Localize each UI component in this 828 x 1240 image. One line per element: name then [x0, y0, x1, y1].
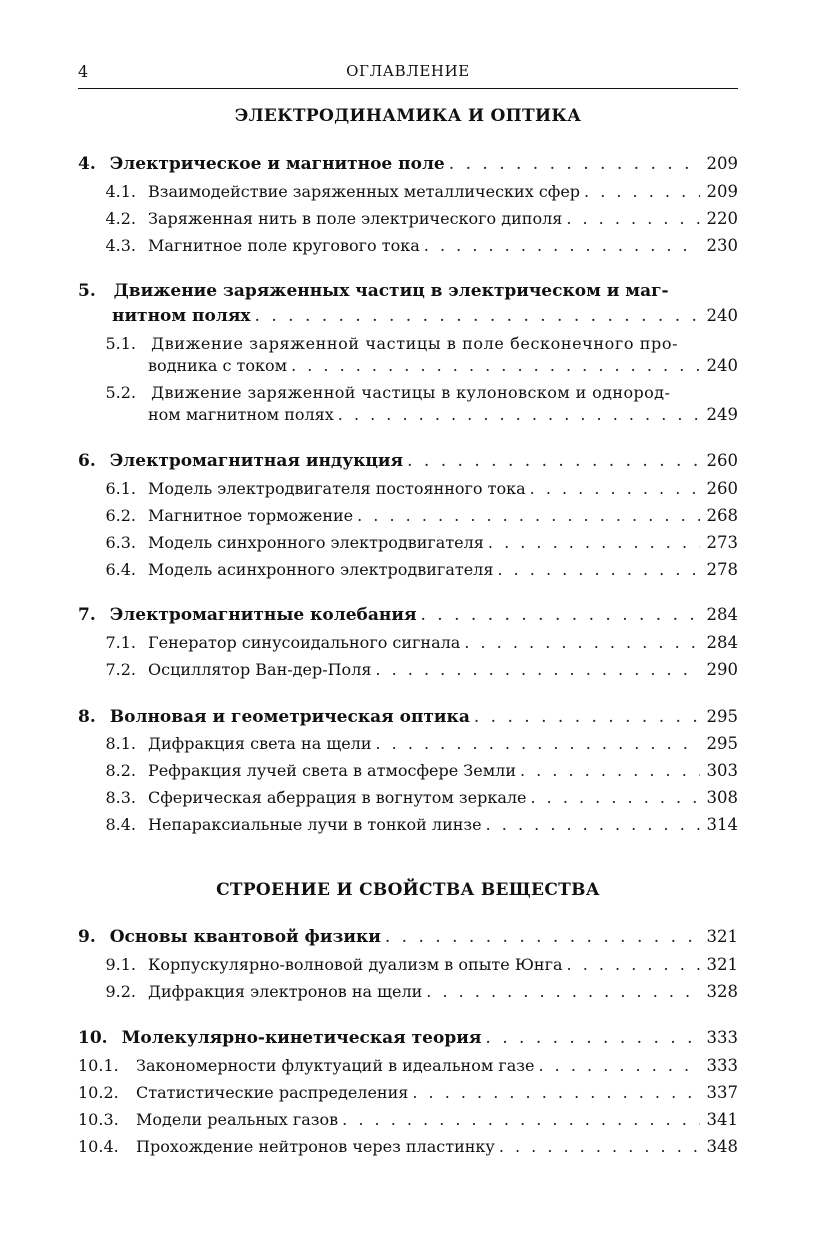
toc-section-7-1[interactable]: [78, 633, 738, 657]
running-title: ОГЛАВЛЕНИЕ: [346, 62, 470, 80]
section-number: 6.4.: [105, 560, 136, 579]
section-number: 8.2.: [105, 761, 136, 780]
toc-section-8-3[interactable]: [78, 788, 738, 812]
section-title-line1: Движение заряженной частицы в поле бесконечного про-: [151, 334, 679, 353]
toc-section-6-4[interactable]: [78, 560, 738, 584]
page-ref: 308: [706, 788, 738, 807]
dot-leader: [338, 405, 700, 424]
toc-chapter-10[interactable]: [78, 1028, 738, 1052]
chapter-number: 7.: [78, 605, 96, 625]
section-title-line2: водника с током: [148, 356, 288, 375]
toc-section-4-3[interactable]: [78, 236, 738, 260]
page-ref: 284: [706, 605, 738, 624]
dot-leader: [342, 1110, 700, 1129]
page-ref: 328: [706, 982, 738, 1001]
chapter-number: 6.: [78, 451, 96, 471]
section-number: 6.3.: [105, 533, 136, 552]
page-ref: 314: [706, 815, 738, 834]
dot-leader: [357, 506, 700, 525]
dot-leader: [474, 707, 700, 727]
section-title: Рефракция лучей света в атмосфере Земли: [148, 761, 516, 780]
toc-section-8-4[interactable]: [78, 815, 738, 839]
section-number: 7.2.: [105, 660, 136, 679]
section-number: 10.4.: [78, 1137, 119, 1156]
toc-section-9-1[interactable]: [78, 955, 738, 979]
toc-section-5-2-cont[interactable]: [78, 405, 738, 429]
toc-chapter-6[interactable]: [78, 451, 738, 475]
section-number: 8.3.: [105, 788, 136, 807]
dot-leader: [291, 356, 700, 375]
page-ref: 333: [706, 1028, 738, 1047]
dot-leader: [497, 560, 700, 579]
page-ref: 333: [706, 1056, 738, 1075]
toc-section-5-1[interactable]: [78, 334, 738, 353]
page-ref: 260: [706, 451, 738, 470]
dot-leader: [530, 788, 700, 807]
dot-leader: [485, 1028, 700, 1048]
section-number: 5.1.: [105, 334, 136, 353]
dot-leader: [375, 660, 700, 679]
section-title-line2: ном магнитном полях: [148, 405, 334, 424]
dot-leader: [424, 236, 700, 255]
page-ref: 295: [706, 707, 738, 726]
dot-leader: [421, 605, 701, 625]
page-ref: 337: [706, 1083, 738, 1102]
page-ref: 209: [706, 182, 738, 201]
toc-section-4-1[interactable]: [78, 182, 738, 206]
dot-leader: [407, 451, 700, 471]
page-ref: 303: [706, 761, 738, 780]
section-title: Статистические распределения: [136, 1083, 409, 1102]
toc-section-10-2[interactable]: [78, 1083, 738, 1107]
dot-leader: [464, 633, 700, 652]
dot-leader: [499, 1137, 700, 1156]
dot-leader: [385, 927, 700, 947]
chapter-title: Электромагнитная индукция: [109, 451, 404, 471]
section-number: 10.1.: [78, 1056, 119, 1075]
chapter-title-line2: нитном полях: [112, 306, 251, 326]
dot-leader: [520, 761, 700, 780]
toc-section-8-1[interactable]: [78, 734, 738, 758]
section-title: Корпускулярно-волновой дуализм в опыте Юнга: [148, 955, 563, 974]
page-ref: 209: [706, 154, 738, 173]
section-title: Модель асинхронного электродвигателя: [148, 560, 494, 579]
dot-leader: [530, 479, 700, 498]
part-title: СТРОЕНИЕ И СВОЙСТВА ВЕЩЕСТВА: [216, 880, 600, 900]
chapter-number: 10.: [78, 1028, 108, 1048]
dot-leader: [375, 734, 700, 753]
toc-chapter-9[interactable]: [78, 927, 738, 951]
page-ref: 268: [706, 506, 738, 525]
section-number: 9.2.: [105, 982, 136, 1001]
toc-section-9-2[interactable]: [78, 982, 738, 1006]
dot-leader: [449, 154, 700, 174]
page-ref: 284: [706, 633, 738, 652]
section-title: Модели реальных газов: [136, 1110, 339, 1129]
page-ref: 249: [706, 405, 738, 424]
chapter-number: 9.: [78, 927, 96, 947]
page-ref: 321: [706, 927, 738, 946]
dot-leader: [412, 1083, 700, 1102]
toc-section-5-1-cont[interactable]: [78, 356, 738, 380]
chapter-number: 8.: [78, 707, 96, 727]
toc-section-10-3[interactable]: [78, 1110, 738, 1134]
section-title: Заряженная нить в поле электрического диполя: [148, 209, 563, 228]
section-number: 7.1.: [105, 633, 136, 652]
section-number: 8.1.: [105, 734, 136, 753]
section-title: Модель синхронного электродвигателя: [148, 533, 484, 552]
page-ref: 240: [706, 356, 738, 375]
page-ref: 290: [706, 660, 738, 679]
page-ref: 220: [706, 209, 738, 228]
chapter-number: 4.: [78, 154, 96, 174]
section-title: Взаимодействие заряженных металлических сфер: [148, 182, 581, 201]
section-title: Модель электродвигателя постоянного тока: [148, 479, 526, 498]
dot-leader: [486, 815, 700, 834]
page-ref: 348: [706, 1137, 738, 1156]
dot-leader: [567, 955, 700, 974]
toc-section-8-2[interactable]: [78, 761, 738, 785]
toc-chapter-8[interactable]: [78, 707, 738, 731]
section-number: 8.4.: [105, 815, 136, 834]
chapter-title: Электромагнитные колебания: [109, 605, 417, 625]
toc-section-6-1[interactable]: [78, 479, 738, 503]
chapter-title-line1: Движение заряженных частиц в электрическом и маг-: [113, 281, 669, 301]
page-ref: 230: [706, 236, 738, 255]
chapter-title: Основы квантовой физики: [109, 927, 381, 947]
section-number: 5.2.: [105, 383, 136, 402]
section-title: Осциллятор Ван-дер-Поля: [148, 660, 372, 679]
chapter-number: 5.: [78, 281, 96, 301]
dot-leader: [584, 182, 700, 201]
section-number: 9.1.: [105, 955, 136, 974]
dot-leader: [426, 982, 700, 1001]
dot-leader: [255, 306, 700, 326]
chapter-title: Электрическое и магнитное поле: [109, 154, 445, 174]
page-ref: 295: [706, 734, 738, 753]
page-ref: 260: [706, 479, 738, 498]
toc-section-10-4[interactable]: [78, 1137, 738, 1161]
dot-leader: [566, 209, 700, 228]
page-ref: 321: [706, 955, 738, 974]
section-title: Дифракция света на щели: [148, 734, 372, 753]
toc-section-6-2[interactable]: [78, 506, 738, 530]
chapter-title: Волновая и геометрическая оптика: [109, 707, 470, 727]
section-title: Магнитное поле кругового тока: [148, 236, 420, 255]
section-title: Сферическая аберрация в вогнутом зеркале: [148, 788, 527, 807]
dot-leader: [488, 533, 700, 552]
section-title: Магнитное торможение: [148, 506, 354, 525]
toc-chapter-5-cont[interactable]: [78, 306, 738, 330]
chapter-title: Молекулярно-кинетическая теория: [121, 1028, 482, 1048]
section-number: 4.3.: [105, 236, 136, 255]
page-ref: 341: [706, 1110, 738, 1129]
toc-section-10-1[interactable]: [78, 1056, 738, 1080]
part-title: ЭЛЕКТРОДИНАМИКА И ОПТИКА: [234, 106, 582, 126]
toc-chapter-5[interactable]: [78, 281, 669, 301]
section-number: 6.2.: [105, 506, 136, 525]
dot-leader: [539, 1056, 701, 1075]
toc-section-4-2[interactable]: [78, 209, 738, 233]
page-number: 4: [78, 62, 89, 81]
section-title-line1: Движение заряженной частицы в кулоновском и однород-: [151, 383, 671, 402]
section-title: Непараксиальные лучи в тонкой линзе: [148, 815, 482, 834]
section-number: 10.3.: [78, 1110, 119, 1129]
section-title: Прохождение нейтронов через пластинку: [136, 1137, 495, 1156]
toc-chapter-4[interactable]: [78, 154, 738, 178]
toc-section-5-2[interactable]: [78, 383, 738, 402]
running-header: [78, 62, 738, 89]
section-number: 4.2.: [105, 209, 136, 228]
section-number: 10.2.: [78, 1083, 119, 1102]
section-number: 6.1.: [105, 479, 136, 498]
page-ref: 240: [706, 306, 738, 325]
page-ref: 278: [706, 560, 738, 579]
section-title: Дифракция электронов на щели: [148, 982, 423, 1001]
section-title: Генератор синусоидального сигнала: [148, 633, 461, 652]
toc-section-7-2[interactable]: [78, 660, 738, 684]
toc-section-6-3[interactable]: [78, 533, 738, 557]
page-ref: 273: [706, 533, 738, 552]
section-number: 4.1.: [105, 182, 136, 201]
toc-chapter-7[interactable]: [78, 605, 738, 629]
section-title: Закономерности флуктуаций в идеальном газе: [136, 1056, 535, 1075]
